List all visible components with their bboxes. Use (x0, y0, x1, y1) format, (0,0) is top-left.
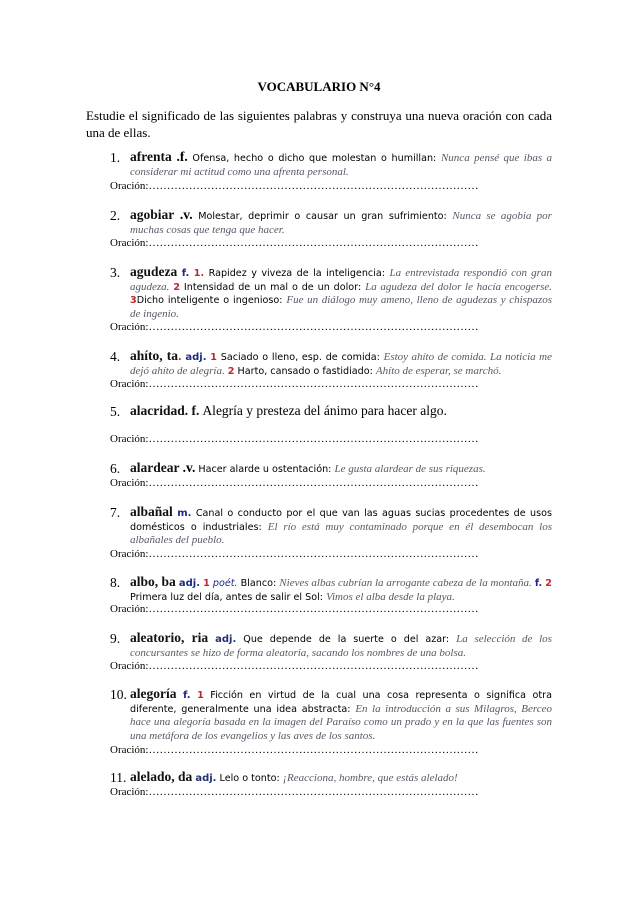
entry-example: La selección de los concursantes se hizo de forma aleatoria, sacando los nombres de una bolsa. (130, 633, 552, 659)
entry-grammar: adj. (215, 634, 237, 645)
entry-example: La entrevistada respondió con gran agudeza. (130, 267, 552, 293)
oracion-line: Oración:……………………………………………………………………………… (110, 786, 479, 798)
entry-example: ¡Reacciona, hombre, que estás alelado! (282, 772, 458, 784)
entry-number: 1. (110, 150, 121, 165)
sense-number: 2 (545, 578, 552, 589)
entry-headword: alelado, da (130, 769, 193, 784)
entry-headword: alacridad. f. (130, 403, 200, 418)
sense-number: 1 (193, 268, 201, 279)
oracion-line: Oración:……………………………………………………………………………… (110, 321, 479, 333)
oracion-line: Oración:……………………………………………………………………………… (110, 744, 479, 756)
entry-headword: agobiar (130, 207, 175, 222)
entry-number: 2. (110, 208, 121, 223)
entry-headword: albo, ba (130, 574, 176, 589)
entry-headword: albañal (130, 504, 173, 519)
vocab-entry-10 (110, 687, 552, 743)
entry-definition: Ficción en virtud de la cual una cosa representa o significa otra diferente, generalmente una idea abstracta: (130, 690, 552, 715)
vocab-entry-4: 4. ahíto, ta. adj. 1 Saciado o lleno, esp. de comida: Estoy ahíto de comida. La noticia me dejó ahíto de alegría. 2 Harto, cansado o fastidiado: Ahíto de esperar, se marchó. (110, 348, 552, 377)
entry-number: 5. (110, 404, 121, 419)
entry-number: 3. (110, 265, 121, 280)
oracion-line: Oración:……………………………………………………………………………… (110, 433, 479, 445)
entry-example: Nunca pensé que ibas a considerar mi actitud como una afrenta personal. (130, 152, 553, 178)
vocab-entry-11 (110, 770, 552, 786)
sense-number: 1 (210, 352, 217, 363)
entry-definition: Molestar, deprimir o causar un gran sufrimiento: (198, 211, 447, 222)
entry-example: El río está muy contaminado porque en él desembocan los albañales del pueblo. (130, 520, 552, 546)
sense-number: 1 (197, 690, 204, 701)
entry-grammar: f. (183, 690, 191, 701)
oracion-line: Oración:……………………………………………………………………………… (110, 378, 479, 390)
vocab-entry-9 (110, 631, 552, 660)
sense-number: 3 (130, 295, 137, 306)
entry-example: Le gusta alardear de sus riquezas. (334, 463, 486, 475)
entry-number: 8. (110, 575, 121, 590)
entry-definition: Dicho inteligente o ingenioso: (136, 295, 283, 306)
entry-example: Fue un diálogo muy ameno, lleno de agudezas y chispazos de ingenio. (130, 294, 552, 320)
entry-grammar: f. (534, 578, 543, 589)
page-title: VOCABULARIO N°4 (257, 79, 381, 94)
entry-definition: Primera luz del día, antes de salir el Sol: (130, 591, 324, 603)
entry-definition: Que depende de la suerte o del azar: (243, 634, 450, 645)
entry-example: Estoy ahíto de comida. La noticia me dejó ahíto de alegría. (130, 351, 552, 377)
entry-grammar: adj. (185, 352, 207, 363)
entry-example: Ahíto de esperar, se marchó. (375, 364, 502, 377)
entry-definition: Harto, cansado o fastidiado: (237, 365, 373, 377)
entry-number: 10. (110, 687, 127, 702)
entry-definition: Ofensa, hecho o dicho que molestan o humillan: (192, 153, 437, 164)
entry-example: Nieves albas cubrían la arrogante cabeza de la montaña. (279, 577, 532, 589)
vocab-entry-1 (110, 150, 552, 179)
instructions-paragraph: Estudie el significado de las siguientes palabras y construya una nueva oración con cada una de ellas. (86, 108, 552, 140)
sense-number: 2 (227, 365, 235, 377)
vocab-entry-8 (110, 575, 552, 604)
entry-definition: Hacer alarde u ostentación: (198, 464, 332, 475)
entry-headword: afrenta (130, 149, 172, 164)
entry-headword: aleatorio, ria (130, 630, 209, 645)
sense-number: 2 (173, 281, 181, 293)
entry-definition: Lelo o tonto: (219, 773, 280, 784)
entry-headword: agudeza (130, 264, 178, 279)
entry-grammar: .v. (182, 460, 196, 475)
oracion-line: Oración:……………………………………………………………………………… (110, 477, 479, 489)
oracion-line: Oración:……………………………………………………………………………… (110, 603, 479, 615)
vocab-entry-2 (110, 208, 552, 237)
entry-headword: alardear (130, 460, 180, 475)
entry-grammar: .v. (179, 207, 193, 222)
entry-example: En la introducción a sus Milagros, Berceo hace una alegoría basada en la imagen del Paraíso como un prado y en la que las fuentes son una metáfora de los evangelios y las aves de los santos. (130, 702, 552, 742)
entry-headword: alegoría (130, 686, 177, 701)
oracion-line: Oración:……………………………………………………………………………… (110, 180, 479, 192)
entry-number: 6. (110, 461, 121, 476)
vocab-entry-7 (110, 505, 552, 548)
entry-example: Nunca se agobia por muchas cosas que tenga que hacer. (130, 210, 552, 236)
entry-definition: Alegría y presteza del ánimo para hacer algo. (202, 403, 447, 418)
entry-definition: Rapidez y viveza de la inteligencia: (208, 268, 385, 279)
entry-definition: Saciado o lleno, esp. de comida: (220, 352, 380, 363)
entry-headword: ahíto, ta (130, 348, 178, 363)
sense-number: 1 (203, 578, 210, 589)
entry-example: La agudeza del dolor le hacía encogerse. (365, 280, 552, 293)
entry-grammar: m. (177, 508, 192, 519)
entry-grammar: adj. (178, 578, 201, 589)
entry-number: 4. (110, 349, 121, 364)
entry-number: 9. (110, 631, 121, 646)
oracion-line: Oración:……………………………………………………………………………… (110, 237, 479, 249)
entry-grammar: .f. (176, 149, 188, 164)
entry-example: Vimos el alba desde la playa. (326, 590, 455, 603)
vocab-entry-3: 3. agudeza f. 1. Rapidez y viveza de la inteligencia: La entrevistada respondió con gran agudeza. 2 Intensidad de un mal o de un dolor: La agudeza del dolor le hacía encogerse. 3Dicho inteligente o ingenioso: Fue un diálogo muy ameno, lleno de agudezas y chispazos de ingenio. (110, 264, 552, 320)
entry-number: 7. (110, 505, 121, 520)
entry-definition: Canal o conducto por el que van las aguas sucias procedentes de usos domésticos o industriales: (130, 508, 552, 533)
oracion-line: Oración:……………………………………………………………………………… (110, 548, 479, 560)
vocab-entry-5 (110, 404, 552, 420)
entry-grammar: adj. (195, 773, 217, 784)
vocab-entry-6 (110, 461, 552, 477)
entry-grammar: f. (181, 268, 190, 279)
usage-label: poét. (212, 578, 238, 589)
entry-definition: Blanco: (240, 578, 277, 589)
entry-definition: Intensidad de un mal o de un dolor: (183, 281, 362, 293)
oracion-line: Oración:……………………………………………………………………………… (110, 660, 479, 672)
entry-number: 11. (110, 770, 127, 785)
